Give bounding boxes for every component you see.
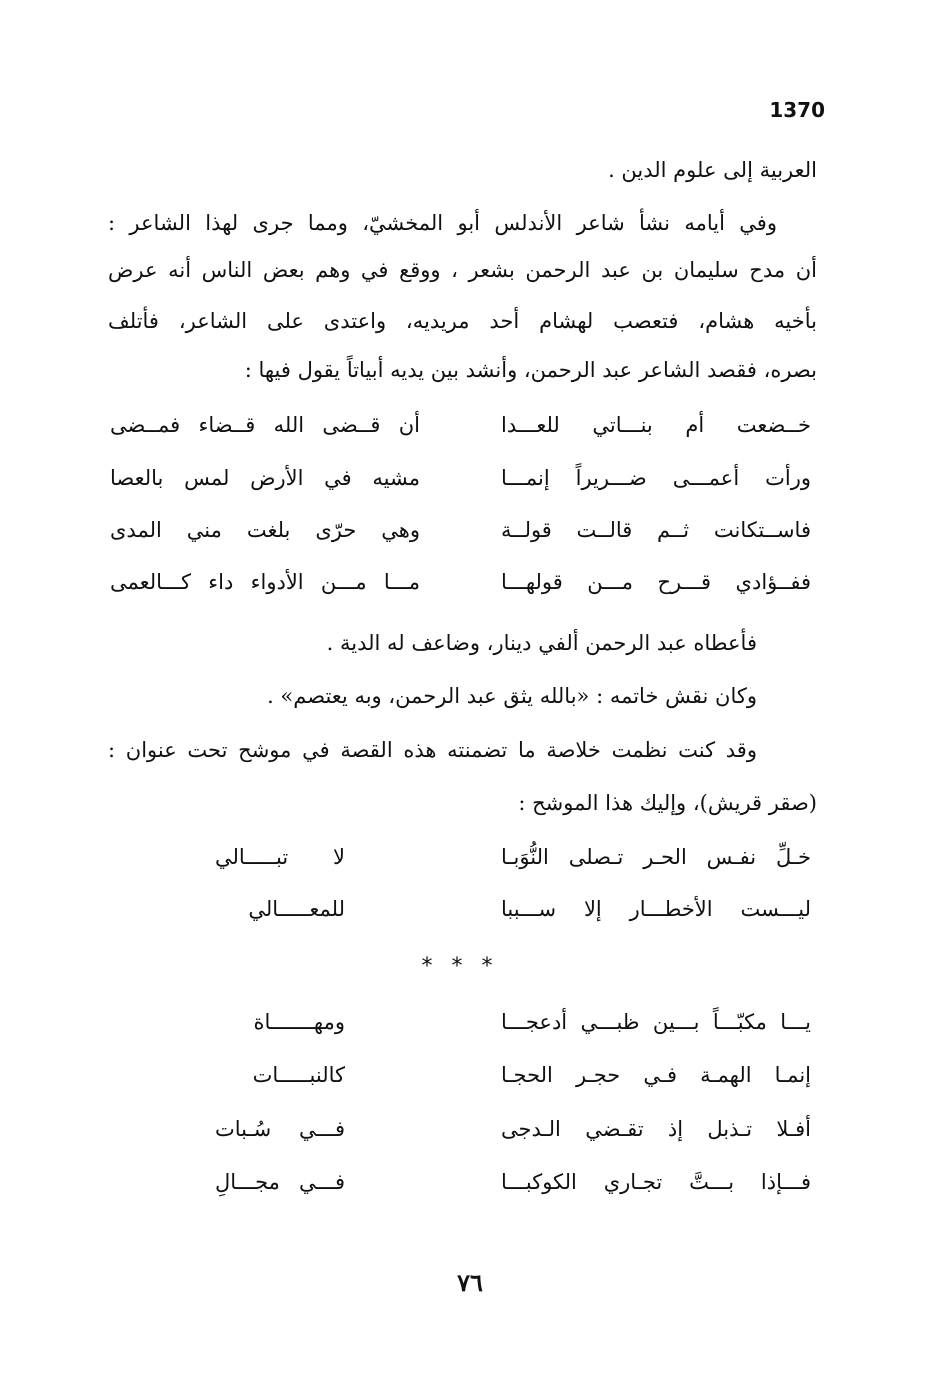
- paragraph-line: بصره، فقصد الشاعر عبد الرحمن، وأنشد بين يديه أبياتاً يقول فيها :: [244, 358, 817, 382]
- paragraph-line: أن مدح سليمان بن عبد الرحمن بشعر ، ووقع في وهم بعض الناس أنه عرض: [108, 258, 817, 282]
- paragraph-line: وكان نقش خاتمه : «بالله يثق عبد الرحمن، وبه يعتصم» .: [267, 684, 757, 708]
- muwashshah-line: خـلِّ نفـس الحـر تـصلى النُّوَبـا: [501, 845, 811, 869]
- paragraph-line: وفي أيامه نشأ شاعر الأندلس أبو المخشيّ، ومما جرى لهذا الشاعر :: [108, 211, 777, 235]
- muwashshah-refrain: لا تبـــــالي: [215, 845, 345, 869]
- section-separator: * * *: [421, 954, 499, 979]
- muwashshah-refrain: كالنبـــــات: [252, 1063, 345, 1087]
- verse-first-hemistich: فاســتكانت ثــم قالــت قولــة: [501, 518, 811, 542]
- verse-second-hemistich: وهي حرّى بلغت مني المدى: [110, 518, 420, 542]
- footer-page-number: ٧٦: [457, 1268, 483, 1297]
- verse-first-hemistich: ورأت أعمـــى ضـــريراً إنمـــا: [501, 466, 811, 490]
- muwashshah-line: أفـلا تـذبل إذ تقـضي الـدجى: [501, 1117, 811, 1141]
- muwashshah-refrain: ومهـــــــاة: [253, 1010, 345, 1034]
- paragraph-line: فأعطاه عبد الرحمن ألفي دينار، وضاعف له الدية .: [326, 631, 757, 655]
- verse-first-hemistich: ففــؤادي قـــرح مـــن قولهـــا: [501, 570, 811, 594]
- muwashshah-line: يـــا مكبّـــاً بـــين ظبـــي أدعجـــا: [501, 1010, 811, 1034]
- verse-second-hemistich: أن قــضى الله قــضاء فمــضى: [110, 413, 420, 437]
- muwashshah-refrain: للمعـــــالي: [248, 897, 345, 921]
- verse-first-hemistich: خــضعت أم بنـــاتي للعـــدا: [501, 413, 811, 437]
- muwashshah-line: فـــإذا بـــتَّ تجـاري الكوكبـــا: [501, 1170, 811, 1194]
- paragraph-line: بأخيه هشام، فتعصب لهشام أحد مريديه، واعتدى على الشاعر، فأتلف: [108, 309, 817, 333]
- verse-second-hemistich: مشيه في الأرض لمس بالعصا: [110, 466, 420, 490]
- muwashshah-line: إنمـا الهمـة فـي حجـر الحجـا: [501, 1063, 811, 1087]
- verse-second-hemistich: مـــا مـــن الأدواء داء كـــالعمى: [110, 570, 420, 594]
- muwashshah-refrain: فـــي سُـبات: [215, 1117, 345, 1141]
- paragraph-line: وقد كنت نظمت خلاصة ما تضمنته هذه القصة في موشح تحت عنوان :: [108, 738, 757, 762]
- paragraph-line: العربية إلى علوم الدين .: [608, 158, 817, 182]
- paragraph-line: (صقر قريش)، وإليك هذا الموشح :: [518, 791, 817, 815]
- running-page-number: 1370: [769, 98, 825, 122]
- muwashshah-refrain: فـــي مجـــالِ: [215, 1170, 345, 1194]
- muwashshah-line: ليـــست الأخطـــار إلا ســـببا: [501, 897, 811, 921]
